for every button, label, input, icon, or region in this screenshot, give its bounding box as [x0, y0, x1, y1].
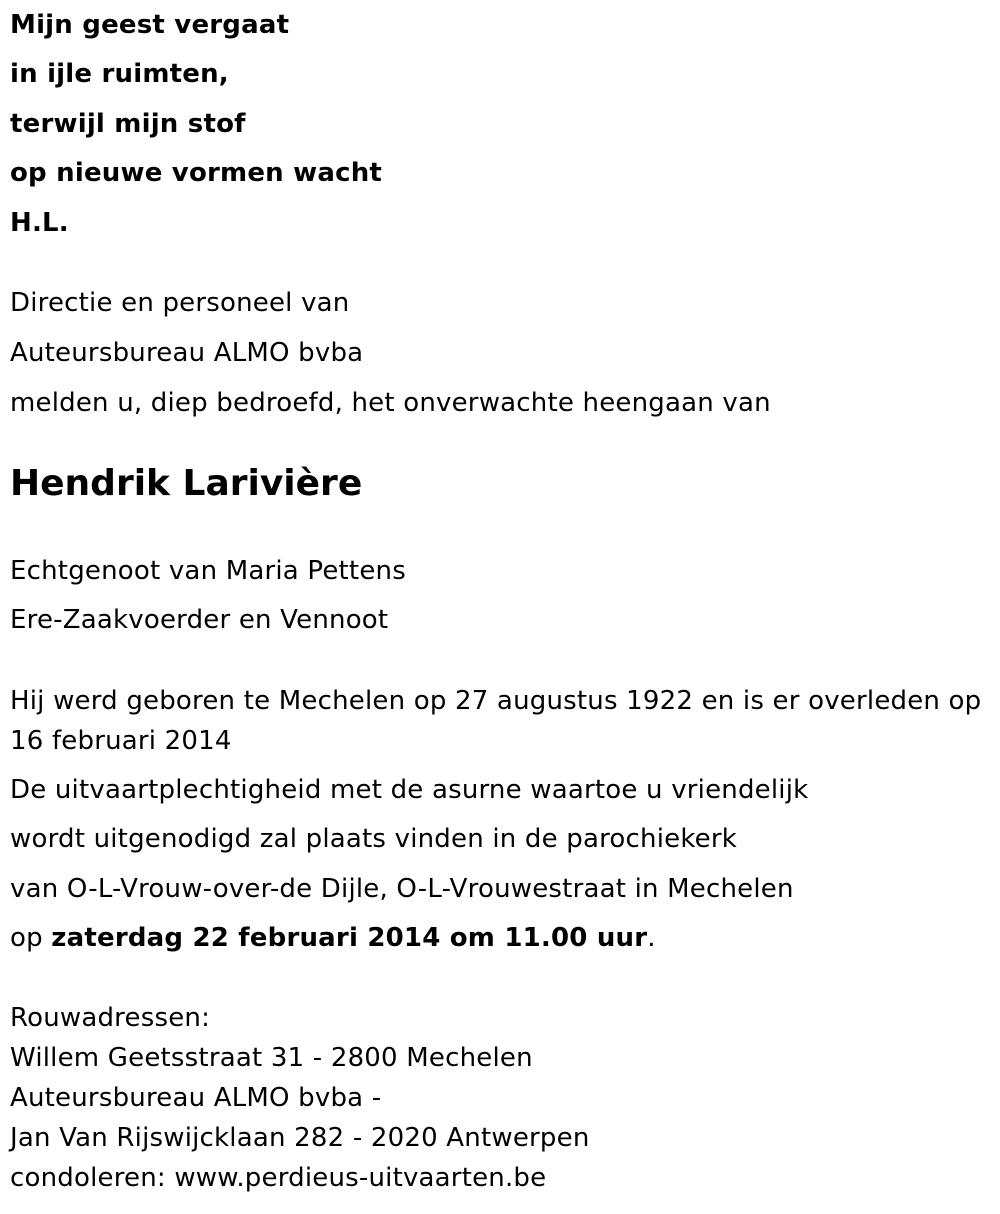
ceremony-line-1: De uitvaartplechtigheid met de asurne waartoe u vriendelijk	[10, 775, 809, 805]
ceremony-date-line	[10, 921, 656, 955]
ceremony-line-3: van O-L-Vrouw-over-de Dijle, O-L-Vrouwestraat in Mechelen	[10, 874, 794, 904]
spouse-line: Echtgenoot van Maria Pettens	[10, 556, 406, 586]
poem-author: H.L.	[10, 208, 69, 238]
ceremony-line-2: wordt uitgenodigd zal plaats vinden in de parochiekerk	[10, 824, 738, 854]
addresses-label: Rouwadressen:	[10, 1003, 211, 1033]
address-line-3: Jan Van Rijswijcklaan 282 - 2020 Antwerpen	[10, 1123, 590, 1153]
poem-line-4: op nieuwe vormen wacht	[10, 158, 383, 188]
birth-death-text: Hij werd geboren te Mechelen op 27 augustus 1922 en is er overleden op 16 februari 2014	[10, 686, 982, 756]
announcement-line-3: melden u, diep bedroefd, het onverwachte heengaan van	[10, 388, 771, 418]
role-line: Ere-Zaakvoerder en Vennoot	[10, 605, 389, 635]
address-line-1: Willem Geetsstraat 31 - 2800 Mechelen	[10, 1043, 533, 1073]
poem-line-1: Mijn geest vergaat	[10, 10, 290, 40]
address-line-2: Auteursbureau ALMO bvba -	[10, 1083, 382, 1113]
deceased-name: Hendrik Larivière	[10, 463, 363, 504]
poem-line-2: in ijle ruimten,	[10, 59, 229, 89]
condolences-link[interactable]: condoleren: www.perdieus-uitvaarten.be	[10, 1163, 547, 1193]
announcement-line-1: Directie en personeel van	[10, 288, 350, 318]
ceremony-date: zaterdag 22 februari 2014 om 11.00 uur	[51, 923, 648, 953]
poem-line-3: terwijl mijn stof	[10, 109, 246, 139]
announcement-line-2: Auteursbureau ALMO bvba	[10, 338, 364, 368]
date-suffix: .	[647, 923, 656, 953]
date-prefix: op	[10, 923, 52, 953]
